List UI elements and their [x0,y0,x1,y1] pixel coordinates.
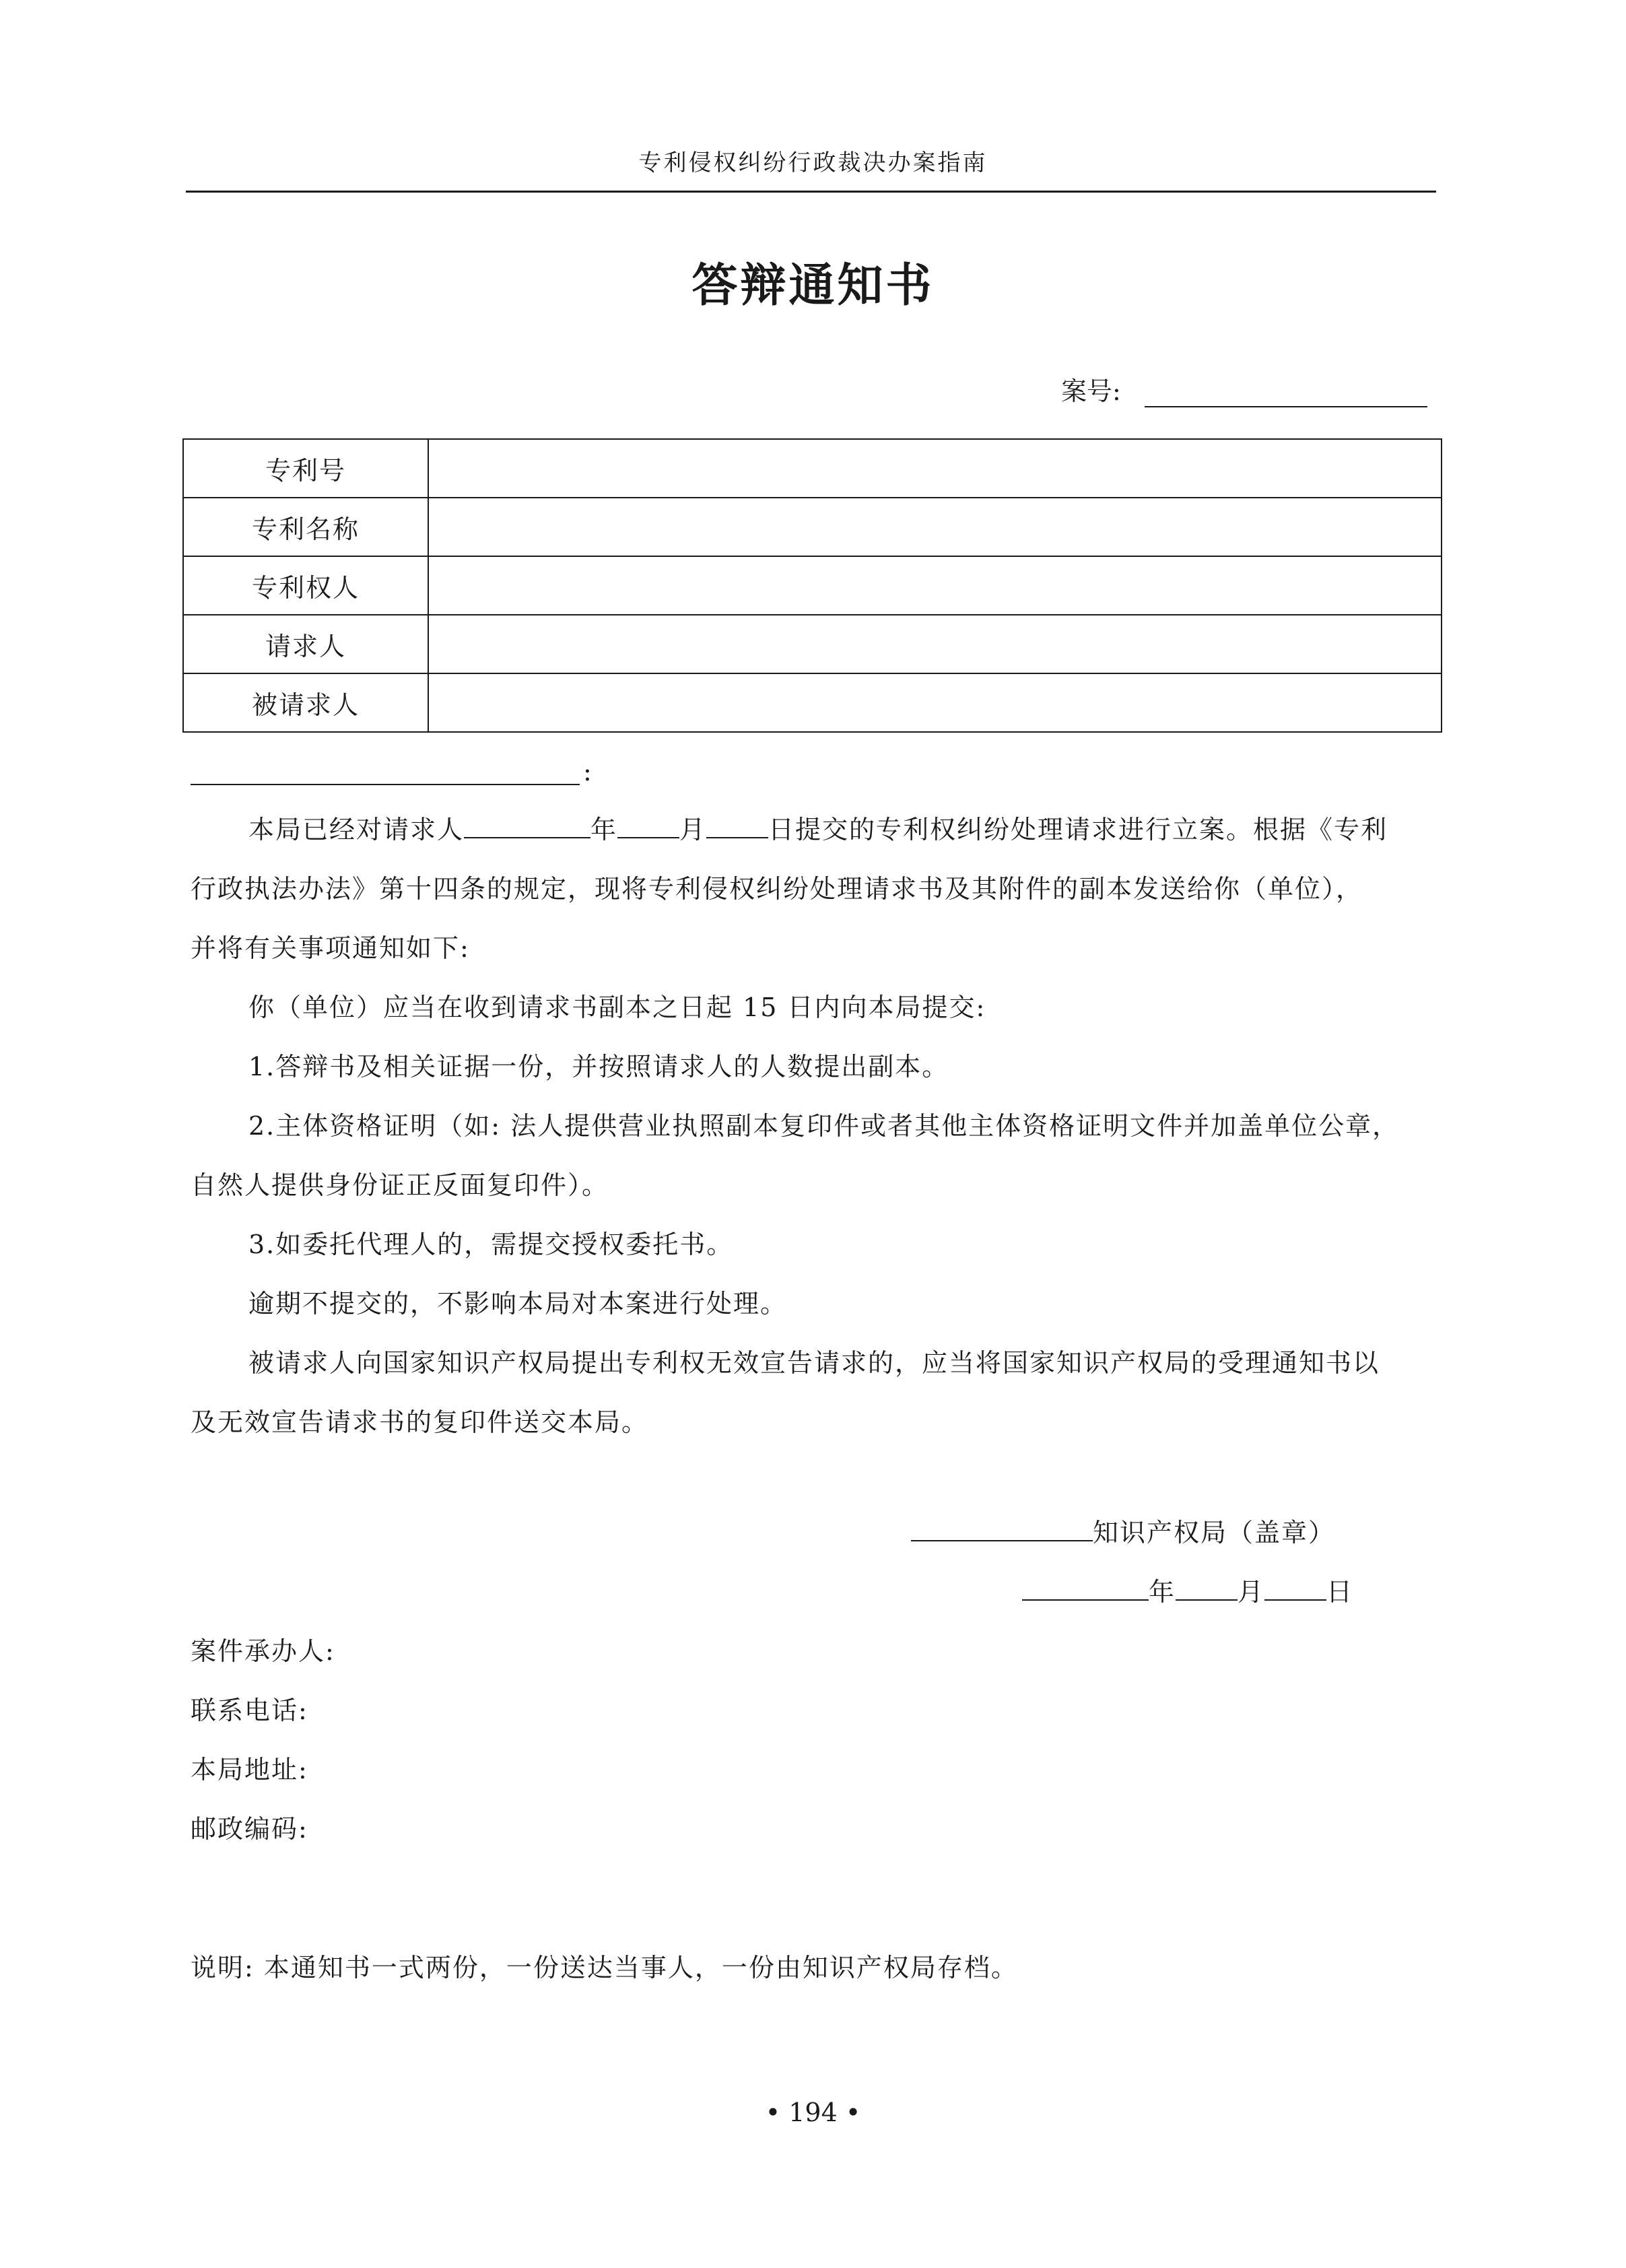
table-row [183,673,1442,732]
respondent-label: 被请求人 [183,673,428,732]
document-title: 答辩通知书 [691,259,935,312]
table-row [183,498,1442,556]
request-date-day-blank[interactable] [706,810,768,838]
contact-phone-label: 联系电话: [191,1696,308,1725]
paragraph-1-line-2: 行政执法办法》第十四条的规定，现将专利侵权纠纷处理请求书及其附件的副本发送给你（单位）， [191,874,1363,904]
table-row [183,439,1442,498]
case-handler-label: 案件承办人: [191,1636,335,1666]
p1-text-b: 日提交的专利权纠纷处理请求进行立案。根据《专利 [768,815,1388,844]
sign-day-blank[interactable] [1264,1572,1326,1601]
item-2-line-2: 自然人提供身份证正反面复印件）。 [191,1170,609,1200]
sign-year: 年 [1149,1577,1176,1607]
paragraph-4-line-2: 及无效宣告请求书的复印件送交本局。 [191,1407,649,1437]
patentee-field[interactable] [428,556,1442,615]
paragraph-3: 逾期不提交的，不影响本局对本案进行处理。 [248,1289,788,1319]
office-stamp-label: 知识产权局（盖章） [1093,1518,1336,1547]
p1-text-a: 本局已经对请求人 [248,815,465,844]
case-number-label: 案号: [1061,376,1121,406]
item-3: 3.如委托代理人的，需提交授权委托书。 [248,1230,734,1259]
sign-month-blank[interactable] [1176,1572,1238,1601]
sign-month: 月 [1238,1577,1265,1607]
respondent-field[interactable] [428,673,1442,732]
sign-day: 日 [1326,1577,1354,1607]
table-row [183,615,1442,673]
sign-year-blank[interactable] [1022,1572,1149,1601]
signature-office-line [911,1503,1423,1562]
requester-field[interactable] [428,615,1442,673]
office-name-blank[interactable] [911,1513,1093,1541]
header-rule [186,191,1436,193]
addressee-blank[interactable] [191,784,580,785]
paragraph-1-line-1 [248,800,1487,859]
item-1: 1.答辩书及相关证据一份，并按照请求人的人数提出副本。 [248,1052,949,1081]
page-number: • 194 • [765,2098,861,2127]
paragraph-1-line-3: 并将有关事项通知如下: [191,933,470,963]
requester-label: 请求人 [183,615,428,673]
patent-name-field[interactable] [428,498,1442,556]
addressee-colon: : [583,757,592,787]
patent-number-label: 专利号 [183,439,428,498]
running-header: 专利侵权纠纷行政裁决办案指南 [638,149,988,176]
note: 说明: 本通知书一式两份，一份送达当事人，一份由知识产权局存档。 [191,1953,1018,1982]
info-table [182,438,1442,733]
paragraph-2: 你（单位）应当在收到请求书副本之日起 15 日内向本局提交: [248,993,986,1022]
patent-number-field[interactable] [428,439,1442,498]
item-2-line-1: 2.主体资格证明（如: 法人提供营业执照副本复印件或者其他主体资格证明文件并加盖单位公章， [248,1111,1400,1141]
case-number-blank[interactable] [1145,406,1427,407]
request-date-month-blank[interactable] [617,810,679,838]
p1-month: 月 [679,815,707,844]
patentee-label: 专利权人 [183,556,428,615]
postcode-label: 邮政编码: [191,1814,308,1844]
signature-date-line [1022,1562,1426,1622]
office-address-label: 本局地址: [191,1755,308,1785]
table-row [183,556,1442,615]
p1-year: 年 [590,815,618,844]
patent-name-label: 专利名称 [183,498,428,556]
request-date-year-blank[interactable] [464,810,590,838]
paragraph-4-line-1: 被请求人向国家知识产权局提出专利权无效宣告请求的，应当将国家知识产权局的受理通知书以 [248,1348,1380,1378]
